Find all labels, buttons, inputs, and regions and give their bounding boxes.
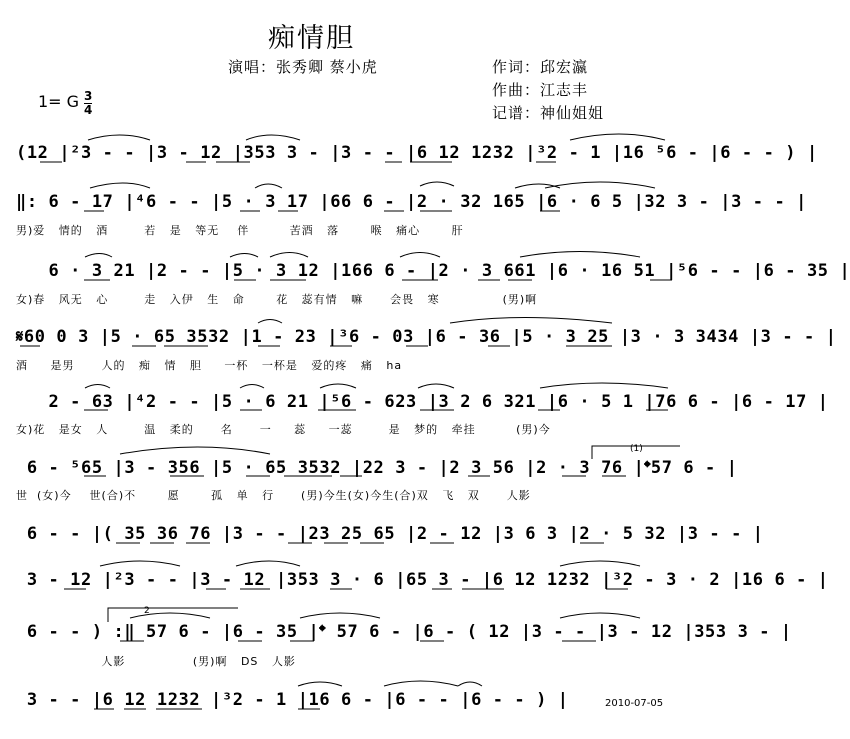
slur [255,184,282,188]
singers: 演唱：张秀卿 蔡小虎 [228,58,378,76]
slur [520,252,640,258]
slur [384,681,458,686]
score-row-4: 𝄋60 0 3 |5 · 65 3532 |1 - 23 |³6 - 03 |6 - 36 |5 · 3 25 |3 · 3 3434 |3 - - | [16,327,837,347]
slur [258,320,282,324]
time-sig-bottom: 4 [84,103,93,117]
composer: 作曲：江志丰 [492,81,589,99]
slur [236,561,300,566]
slur [230,254,258,258]
lyric-row-6: 世 (女)今 世(合)不 愿 孤 单 行 (男)今生(女)今生(合)双 飞 双 人影 [16,489,531,502]
slur [540,383,668,388]
song-title: 痴情胆 [268,23,355,54]
score-row-6: 6 - ⁵65 |3 - 356 |5 · 65 3532 |22 3 - |2 3 56 |2 · 3 76 |𝄌57 6 - | [16,458,738,478]
slur [298,682,342,686]
slur [120,447,270,454]
slur [570,134,665,140]
score-row-2: ‖: 6 - 17 |⁴6 - - |5 · 3 17 |66 6 - |2 · 32 165 |6 · 6 5 |32 3 - |3 - - | [16,192,807,212]
score-row-1: (12 |²3 - - |3 - 12 |353 3 - |3 - - |6 12 1232 |³2 - 1 |16 ⁵6 - |6 - - ) | [16,143,818,163]
slur [545,182,655,188]
score-row-5: 2 - 63 |⁴2 - - |5 · 6 21 |⁵6 - 623 |3 2 6 321 |6 · 5 1 |76 6 - |6 - 17 | [16,392,829,412]
score-row-9: 6 - - ) :‖ 57 6 - |6 - 35 |𝄌 57 6 - |6 - ( 12 |3 - - |3 - 12 |353 3 - | [16,622,792,642]
lyric-row-2: 男)爱 情的 酒 若 是 等无 伴 苦酒 落 喉 痛心 肝 [16,224,464,237]
slur [246,135,300,140]
slur [458,682,482,686]
volta-number-2: 2 [144,606,150,616]
lyric-row-5: 女)花 是女 人 温 柔的 名 一 蕊 一蕊 是 梦的 牵挂 (男)今 [16,423,551,436]
score-row-10: 3 - - |6 12 1232 |³2 - 1 |16 6 - |6 - - |6 - - ) | [16,690,569,710]
slur [560,613,640,618]
transcriber: 记谱：神仙姐姐 [492,104,605,122]
slur [130,613,210,618]
slur [560,561,640,566]
volta-bracket-2 [108,608,238,622]
slur [88,135,150,140]
key-signature: 1= G [38,92,80,111]
score-row-8: 3 - 12 |²3 - - |3 - 12 |353 3 · 6 |65 3 - |6 12 1232 |³2 - 3 · 2 |16 6 - | [16,570,829,590]
score-row-7: 6 - - |( 35 36 76 |3 - - |23 25 65 |2 - 12 |3 6 3 |2 · 5 32 |3 - - | [16,524,764,544]
slur [90,183,150,188]
slur [450,318,612,324]
slur [270,253,308,258]
date-stamp: 2010-07-05 [605,698,664,709]
slur [420,182,454,186]
lyricist: 作词：邱宏瀛 [492,58,589,76]
lyric-row-9: 人影 (男)啊 DS 人影 [16,655,296,668]
slur [240,385,264,389]
lyric-row-3: 女)春 风无 心 走 入伊 生 命 花 蕊有情 嘛 会畏 寒 (男)啊 [16,293,538,306]
slur [300,613,380,618]
slur [418,384,454,388]
slur [100,561,180,566]
slur [85,254,112,258]
slur [85,385,110,389]
score-row-3: 6 · 3 21 |2 - - |5 · 3 12 |166 6 - |2 · 3 661 |6 · 16 51 |⁵6 - - |6 - 35 | [16,261,850,281]
slur [400,253,440,258]
time-sig-top: 3 [84,89,93,103]
lyric-row-4: 酒 是男 人的 痴 情 胆 一杯 一杯是 爱的疼 痛 ha [16,359,403,372]
volta-number-1: (1) [630,444,643,454]
slur [320,384,356,388]
